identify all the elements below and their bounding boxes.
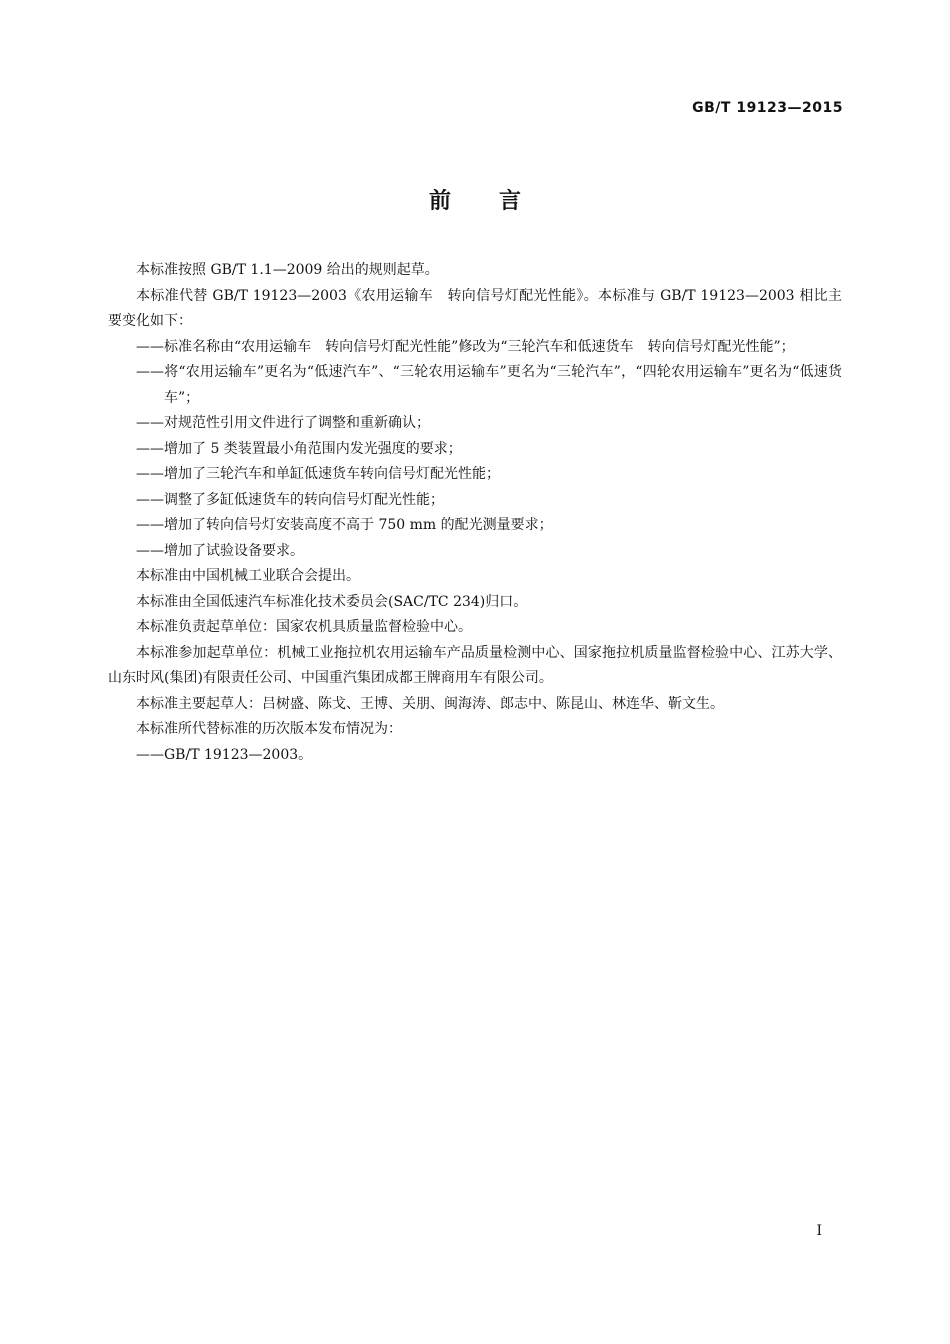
paragraph-drafting-rules: 本标准按照 GB/T 1.1—2009 给出的规则起草。 (136, 262, 439, 278)
paragraph-history-intro: 本标准所代替标准的历次版本发布情况为： (136, 721, 402, 737)
paragraph-responsible-unit: 本标准负责起草单位：国家农机具质量监督检验中心。 (136, 619, 472, 635)
paragraph-replacement: 本标准代替 GB/T 19123—2003《农用运输车 转向信号灯配光性能》。本标准与 GB/T 19123—2003 相比主要变化如下： (108, 287, 842, 329)
change-item: ——调整了多缸低速货车的转向信号灯配光性能； (136, 491, 444, 508)
change-item: ——标准名称由“农用运输车 转向信号灯配光性能”修改为“三轮汽车和低速货车 转向信号灯配光性能”； (136, 338, 795, 355)
paragraph-proposer: 本标准由中国机械工业联合会提出。 (136, 568, 360, 584)
change-item: ——增加了 5 类装置最小角范围内发光强度的要求； (136, 440, 462, 457)
foreword-body (108, 258, 842, 768)
change-item: ——对规范性引用文件进行了调整和重新确认； (136, 415, 430, 431)
change-item: ——将“农用运输车”更名为“低速汽车”、“三轮农用运输车”更名为“三轮汽车”，“四轮农用运输车”更名为“低速货车”； (136, 364, 842, 406)
change-item: ——增加了三轮汽车和单缸低速货车转向信号灯配光性能； (136, 466, 500, 482)
change-item: ——增加了转向信号灯安装高度不高于 750 mm 的配光测量要求； (136, 517, 553, 533)
standard-code-header: GB/T 19123—2015 (692, 100, 843, 116)
paragraph-committee: 本标准由全国低速汽车标准化技术委员会(SAC/TC 234)归口。 (136, 593, 528, 610)
page-number: I (816, 1223, 822, 1239)
paragraph-participating-units: 本标准参加起草单位：机械工业拖拉机农用运输车产品质量检测中心、国家拖拉机质量监督检验中心、江苏大学、山东时风(集团)有限责任公司、中国重汽集团成都王牌商用车有限公司。 (108, 644, 842, 686)
history-item: ——GB/T 19123—2003。 (136, 746, 313, 763)
page-title: 前言 (428, 189, 569, 214)
change-item: ——增加了试验设备要求。 (136, 542, 304, 559)
paragraph-drafters: 本标准主要起草人：吕树盛、陈戈、王博、关朋、闽海涛、郎志中、陈昆山、林连华、靳文生。 (136, 695, 724, 712)
